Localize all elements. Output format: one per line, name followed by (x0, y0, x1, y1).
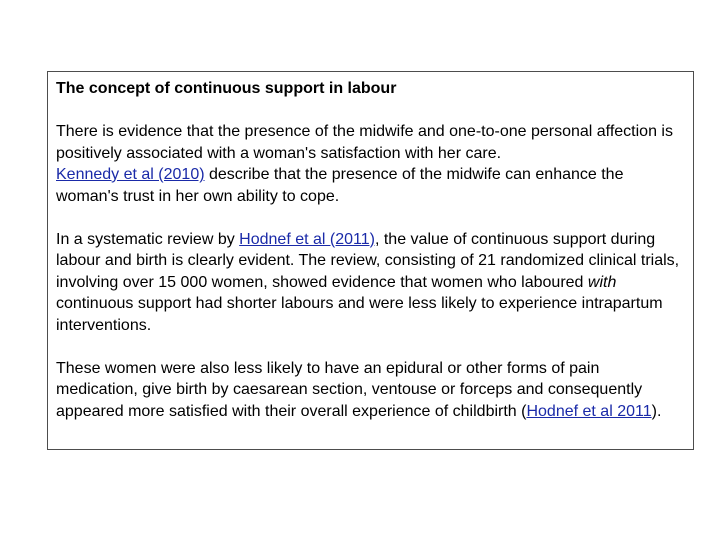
paragraph-1 (56, 121, 685, 207)
paragraph-2-text-b: , the value of continuous support during labour and birth is clearly evident. The review, consisting of 21 randomized clinical trials, involving over 15 000 women, showed evidence that women who laboured (56, 230, 680, 291)
paragraph-3-text-a: These women were also less likely to have an epidural or other forms of pain medication, give birth by caesarean section, ventouse or forceps and consequently appeared more satisfied with their overall experience of childbirth ( (56, 359, 643, 420)
paragraph-2 (56, 229, 685, 337)
paragraph-3 (56, 358, 685, 423)
spacer (56, 207, 685, 229)
citation-link-hodnef-2011[interactable]: Hodnef et al (2011) (239, 230, 375, 248)
paragraph-2-italic-with: with (587, 273, 617, 291)
paragraph-3-text-b: ). (651, 402, 662, 420)
spacer (56, 100, 685, 122)
paragraph-1-text-b: describe that the presence of the midwife can enhance the woman's trust in her own ability to cope. (56, 166, 624, 205)
paragraph-2-text-a: In a systematic review by (56, 230, 240, 248)
spacer (56, 336, 685, 358)
paragraph-2-text-c: continuous support had shorter labours and were less likely to experience intrapartum interventions. (56, 295, 663, 334)
paragraph-1-text-a: There is evidence that the presence of the midwife and one-to-one personal affection is positively associated with a woman's satisfaction with her care. (56, 123, 673, 162)
slide-title: The concept of continuous support in labour (56, 80, 397, 97)
citation-link-hodnef-2011-inline[interactable]: Hodnef et al 2011 (526, 402, 652, 420)
text-box (47, 71, 694, 450)
citation-link-kennedy-2010[interactable]: Kennedy et al (2010) (56, 166, 205, 183)
